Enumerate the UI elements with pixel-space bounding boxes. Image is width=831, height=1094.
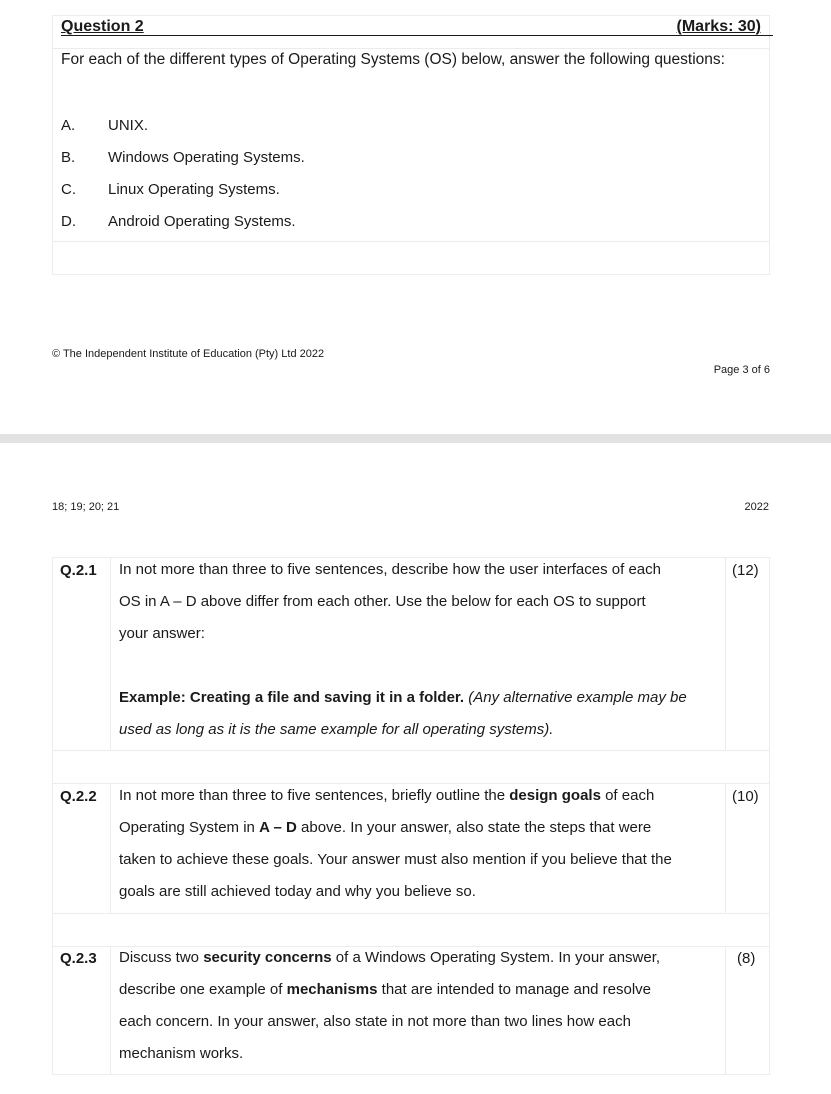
q23-security-concerns: security concerns	[203, 949, 332, 966]
q21-example-line1	[119, 682, 719, 714]
q23-l1a: Discuss two	[119, 949, 204, 966]
option-text-b: Windows Operating Systems.	[108, 149, 305, 166]
option-letter-b: B.	[61, 149, 76, 166]
question-header-cell	[52, 15, 770, 49]
q21-marks-cell	[725, 557, 770, 751]
q21-text	[119, 554, 719, 746]
q23-line3: each concern. In your answer, also state in not more than two lines how each	[119, 1013, 631, 1030]
blank-row-1	[52, 750, 770, 784]
q23-marks: (8)	[737, 950, 756, 967]
q23-l2c: that are intended to manage and resolve	[377, 981, 652, 998]
header-year: 2022	[744, 501, 769, 513]
header-underline	[61, 35, 773, 36]
option-text-d: Android Operating Systems.	[108, 213, 296, 230]
q22-design-goals: design goals	[509, 787, 601, 804]
q21-number: Q.2.1	[60, 562, 97, 579]
q22-line1	[119, 780, 719, 812]
page-3	[0, 0, 831, 434]
page-4	[0, 443, 831, 1094]
q23-line1	[119, 942, 719, 974]
q22-number: Q.2.2	[60, 788, 97, 805]
question-title: Question 2	[61, 18, 144, 35]
q22-marks: (10)	[732, 788, 759, 805]
q22-l2a: Operating System in	[119, 819, 260, 836]
q21-line3: your answer:	[119, 625, 205, 642]
q21-example-italic2: used as long as it is the same example for all operating systems).	[119, 721, 554, 738]
blank-row-cell	[52, 241, 770, 275]
question-intro: For each of the different types of Operating Systems (OS) below, answer the following questions:	[61, 51, 725, 68]
page-separator	[0, 434, 831, 443]
q22-l1c: of each	[600, 787, 655, 804]
option-text-c: Linux Operating Systems.	[108, 181, 280, 198]
footer-copyright: © The Independent Institute of Education (Pty) Ltd 2022	[52, 348, 325, 360]
q22-l1a: In not more than three to five sentences, briefly outline the	[119, 787, 510, 804]
option-letter-c: C.	[61, 181, 76, 198]
q21-line2: OS in A – D above differ from each other. Use the below for each OS to support	[119, 593, 646, 610]
q21-example-bold: Example: Creating a file and saving it in a folder.	[119, 689, 465, 706]
question-marks: (Marks: 30)	[676, 18, 761, 35]
footer-page-number: Page 3 of 6	[713, 364, 770, 376]
q22-line2	[119, 812, 719, 844]
q23-line2	[119, 974, 719, 1006]
option-letter-d: D.	[61, 213, 76, 230]
q22-a-d: A – D	[259, 819, 297, 836]
q21-marks: (12)	[732, 562, 759, 579]
q22-text	[119, 780, 719, 908]
option-text-a: UNIX.	[108, 117, 149, 134]
q23-mechanisms: mechanisms	[286, 981, 378, 998]
q23-line4: mechanism works.	[119, 1045, 244, 1062]
q23-l2a: describe one example of	[119, 981, 287, 998]
header-left: 18; 19; 20; 21	[52, 501, 120, 513]
q23-text	[119, 942, 719, 1070]
q22-line4: goals are still achieved today and why you believe so.	[119, 883, 476, 900]
q23-number: Q.2.3	[60, 950, 97, 967]
option-letter-a: A.	[61, 117, 76, 134]
q21-line1: In not more than three to five sentences, describe how the user interfaces of each	[119, 561, 661, 578]
q22-l2c: above. In your answer, also state the steps that were	[296, 819, 652, 836]
q22-line3: taken to achieve these goals. Your answer must also mention if you believe that the	[119, 851, 672, 868]
q21-number-cell	[52, 557, 111, 751]
q21-spacer	[119, 650, 719, 682]
q23-l1c: of a Windows Operating System. In your answer,	[331, 949, 661, 966]
q21-example-italic1: (Any alternative example may be	[468, 689, 687, 706]
